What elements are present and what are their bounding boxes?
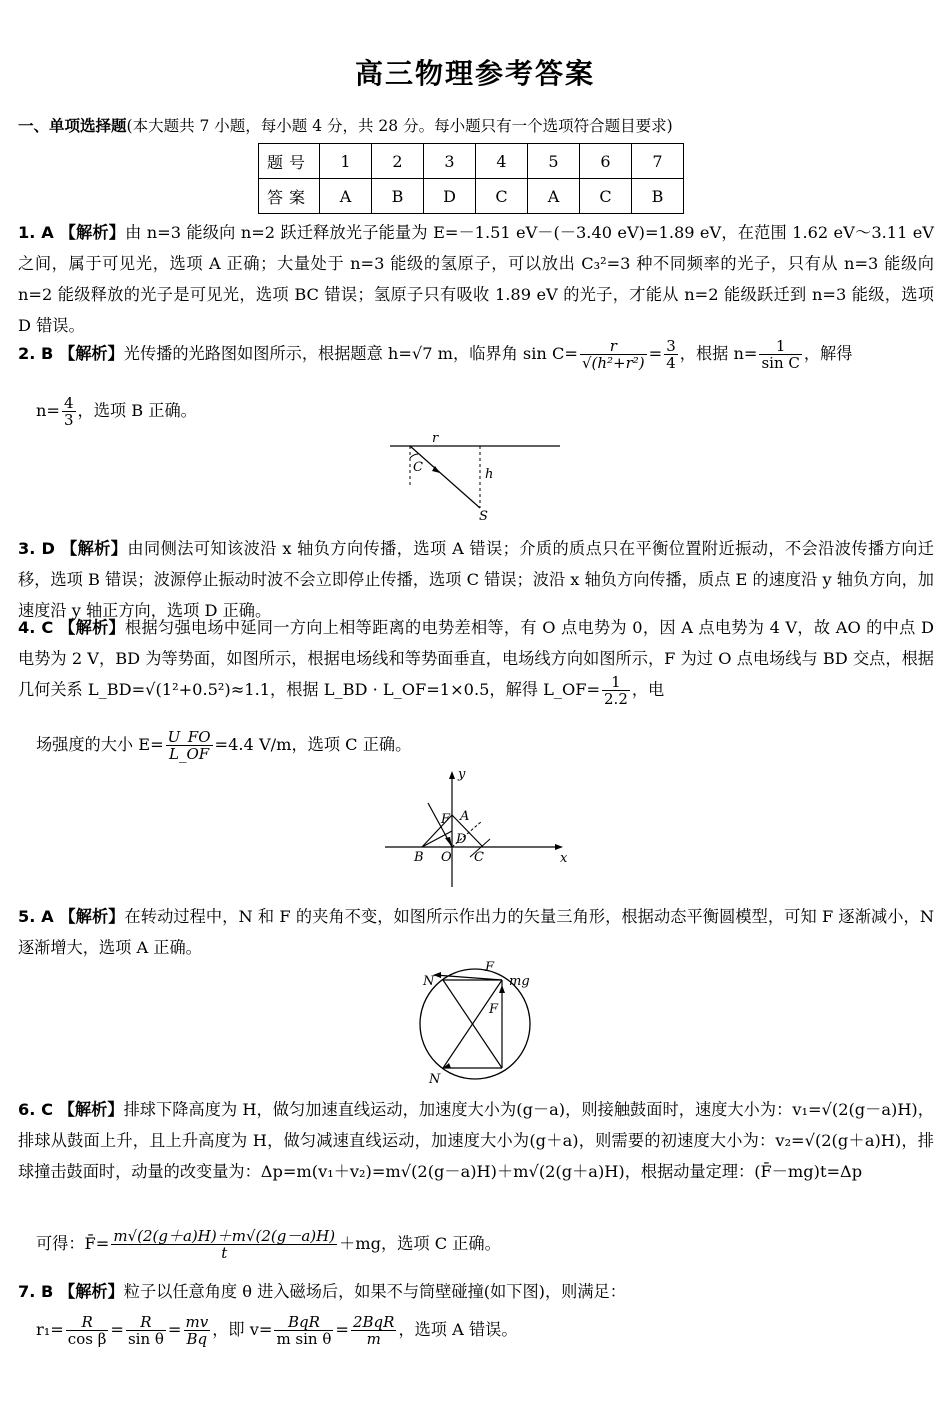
answer-7-line2 bbox=[36, 1314, 916, 1347]
answer-1 bbox=[18, 217, 934, 341]
label-A: A bbox=[460, 809, 470, 824]
label-h: h bbox=[485, 467, 494, 482]
denominator: L_OF bbox=[169, 745, 210, 763]
fraction bbox=[126, 1314, 166, 1347]
label-y: y bbox=[458, 767, 466, 782]
light-path-figure bbox=[385, 428, 565, 523]
numerator: 3 bbox=[666, 337, 676, 355]
numerator: U_FO bbox=[167, 728, 211, 746]
numerator: R bbox=[126, 1314, 166, 1331]
answer-7-lead: 7. B 【解析】 bbox=[18, 1282, 124, 1301]
table-row bbox=[259, 179, 684, 214]
fraction bbox=[166, 729, 213, 762]
table-cell: C bbox=[476, 179, 528, 214]
label-D: D bbox=[456, 832, 467, 847]
section-title: 一、单项选择题 bbox=[18, 117, 127, 135]
answer-1-text: 由 n=3 能级向 n=2 跃迁释放光子能量为 E=－1.51 eV－(－3.40 eV)=1.89 eV，在范围 1.62 eV～3.11 eV 之间，属于可见光，选项 A 正确；大量处于 n=3 能级的氢原子，可以放出 C₃²=3 种不同频率的光子，只有从 n=3 能级向 n=2 能级释放的光子是可见光，选项 BC 错误；氢原子只有吸收 1.89 eV 的光子，才能从 n=2 能级跃迁到 n=3 能级，选项 D 错误。 bbox=[18, 223, 934, 335]
denominator: 4 bbox=[666, 354, 676, 372]
section-note: (本大题共 7 小题，每小题 4 分，共 28 分。每小题只有一个选项符合题目要求) bbox=[126, 117, 673, 135]
fraction bbox=[580, 338, 647, 371]
answer-5-text: 在转动过程中，N 和 F 的夹角不变，如图所示作出力的矢量三角形，根据动态平衡圆模型，可知 F 逐渐减小，N 逐渐增大，选项 A 正确。 bbox=[18, 907, 934, 957]
denominator: m sin θ bbox=[276, 1330, 332, 1348]
table-cell: 4 bbox=[476, 144, 528, 179]
answer-4-line2 bbox=[36, 729, 916, 762]
label-C: C bbox=[413, 460, 423, 475]
label-B: B bbox=[414, 850, 424, 865]
table-cell: 5 bbox=[528, 144, 580, 179]
fraction bbox=[759, 338, 801, 371]
fraction bbox=[111, 1228, 337, 1261]
table-cell: C bbox=[580, 179, 632, 214]
answer-table bbox=[258, 143, 684, 214]
answer-4 bbox=[18, 612, 934, 707]
table-cell: A bbox=[528, 179, 580, 214]
fraction bbox=[66, 1314, 109, 1347]
answer-6-lead: 6. C 【解析】 bbox=[18, 1100, 124, 1119]
denominator: sin C bbox=[761, 354, 800, 372]
numerator: 1 bbox=[602, 674, 630, 691]
answer-2-conclusion: ，选项 B 正确。 bbox=[77, 401, 197, 420]
answer-7-text: 粒子以任意角度 θ 进入磁场后，如果不与筒壁碰撞(如下图)，则满足： bbox=[123, 1282, 626, 1301]
answer-4-text-b: ，电 bbox=[631, 680, 665, 699]
answer-6 bbox=[18, 1094, 934, 1187]
numerator: 1 bbox=[759, 338, 801, 355]
denominator: cos β bbox=[67, 1330, 107, 1348]
fraction bbox=[602, 674, 630, 707]
denominator: 2.2 bbox=[604, 690, 628, 708]
electric-field-figure bbox=[380, 765, 575, 895]
answer-3-lead: 3. D 【解析】 bbox=[18, 539, 128, 558]
table-cell: 6 bbox=[580, 144, 632, 179]
fraction bbox=[62, 395, 76, 428]
equals: = bbox=[167, 1320, 182, 1339]
table-cell: D bbox=[424, 179, 476, 214]
answer-2-text-a: 光传播的光路图如图所示，根据题意 h=√7 m，临界角 sin C= bbox=[123, 344, 578, 363]
denominator: 3 bbox=[64, 411, 74, 429]
numerator: R bbox=[66, 1314, 109, 1331]
numerator: BqR bbox=[274, 1314, 333, 1331]
numerator: 4 bbox=[64, 394, 74, 412]
fraction bbox=[184, 1314, 211, 1347]
answer-6-conclusion: ＋mg，选项 C 正确。 bbox=[339, 1234, 501, 1253]
label-x: x bbox=[560, 851, 568, 866]
answer-4-field-label: 场强度的大小 E= bbox=[36, 735, 164, 754]
answer-3-text: 由同侧法可知该波沿 x 轴负方向传播，选项 A 错误；介质的质点只在平衡位置附近振动，不会沿波传播方向迁移，选项 B 错误；波源停止振动时波不会立即停止传播，选项 C 错误；波沿 x 轴负方向传播，质点 E 的速度沿 y 轴负方向，加速度沿 y 轴正方向，选项 D 正确。 bbox=[18, 539, 934, 620]
label-r: r bbox=[432, 431, 439, 446]
answer-2-line2 bbox=[36, 395, 916, 428]
answer-4-lead: 4. C 【解析】 bbox=[18, 618, 126, 637]
numerator: m√(2(g＋a)H)＋m√(2(g－a)H) bbox=[113, 1227, 336, 1245]
table-cell: B bbox=[372, 179, 424, 214]
section-heading bbox=[18, 114, 673, 136]
denominator: t bbox=[221, 1244, 228, 1262]
answer-2 bbox=[18, 338, 934, 371]
label-mg: mg bbox=[509, 974, 530, 989]
table-cell: A bbox=[320, 179, 372, 214]
answer-6-line2 bbox=[36, 1228, 916, 1261]
answer-6-text: 排球下降高度为 H，做匀加速直线运动，加速度大小为(g－a)，则接触鼓面时，速度大小为：v₁=√(2(g－a)H)，排球从鼓面上升，且上升高度为 H，做匀减速直线运动，加速度大小为(g＋a)，则需要的初速度大小为：v₂=√(2(g＋a)H)，排球撞击鼓面时，动量的改变量为：Δp=m(v₁＋v₂)=m√(2(g－a)H)＋m√(2(g＋a)H)，根据动量定理：(F̄－mg)t=Δp bbox=[18, 1100, 934, 1181]
denominator: sin θ bbox=[127, 1330, 164, 1348]
answer-7-v: ，即 v= bbox=[212, 1320, 273, 1339]
label-S: S bbox=[479, 509, 488, 523]
numerator: 2BqR bbox=[352, 1313, 395, 1331]
fraction bbox=[274, 1314, 333, 1347]
label-N-bottom: N bbox=[429, 1072, 441, 1087]
table-cell: 2 bbox=[372, 144, 424, 179]
answer-5-lead: 5. A 【解析】 bbox=[18, 907, 125, 926]
answer-7-r1: r₁= bbox=[36, 1320, 64, 1339]
label-N-top: N bbox=[423, 974, 435, 989]
answer-2-n: n= bbox=[36, 401, 60, 420]
numerator: mv bbox=[185, 1313, 209, 1331]
equals: = bbox=[648, 344, 663, 363]
table-cell: 3 bbox=[424, 144, 476, 179]
fraction bbox=[351, 1314, 396, 1347]
answer-7 bbox=[18, 1276, 934, 1307]
answer-2-text-b: ，根据 n= bbox=[679, 344, 758, 363]
table-row bbox=[259, 144, 684, 179]
denominator: √(h²+r²) bbox=[581, 354, 645, 372]
equals: = bbox=[335, 1320, 349, 1339]
answer-6-result-label: 可得：F̄= bbox=[36, 1234, 110, 1253]
label-F-top: F bbox=[485, 960, 495, 975]
force-circle-figure bbox=[405, 955, 555, 1090]
page-title: 高三物理参考答案 bbox=[354, 57, 595, 90]
answer-2-lead: 2. B 【解析】 bbox=[18, 344, 124, 363]
answer-4-text-a: 根据匀强电场中延同一方向上相等距离的电势差相等，有 O 点电势为 0，因 A 点电势为 4 V，故 AO 的中点 D 电势为 2 V，BD 为等势面，如图所示，根据电场线和等势面垂直，电场线方向如图所示，F 为过 O 点电场线与 BD 交点，根据几何关系 L_BD=√(1²+0.5²)≈1.1，根据 L_BD · L_OF=1×0.5，解得 L_OF= bbox=[18, 618, 934, 699]
answer-1-lead: 1. A 【解析】 bbox=[18, 223, 126, 242]
denominator: Bq bbox=[186, 1330, 208, 1348]
table-cell: B bbox=[632, 179, 684, 214]
answer-7-conclusion: ，选项 A 错误。 bbox=[398, 1320, 518, 1339]
table-row-label: 答案 bbox=[259, 179, 320, 214]
label-F-mid: F bbox=[489, 1002, 499, 1017]
label-C: C bbox=[474, 850, 484, 865]
table-row-label: 题号 bbox=[259, 144, 320, 179]
answer-5 bbox=[18, 901, 934, 963]
label-F: F bbox=[441, 812, 451, 827]
table-cell: 7 bbox=[632, 144, 684, 179]
numerator: r bbox=[580, 338, 647, 355]
fraction bbox=[664, 338, 678, 371]
answer-4-conclusion: =4.4 V/m，选项 C 正确。 bbox=[214, 735, 412, 754]
denominator: m bbox=[366, 1330, 381, 1348]
label-O: O bbox=[441, 850, 452, 865]
table-cell: 1 bbox=[320, 144, 372, 179]
equals: = bbox=[110, 1320, 124, 1339]
answer-2-text-c: ，解得 bbox=[803, 344, 853, 363]
